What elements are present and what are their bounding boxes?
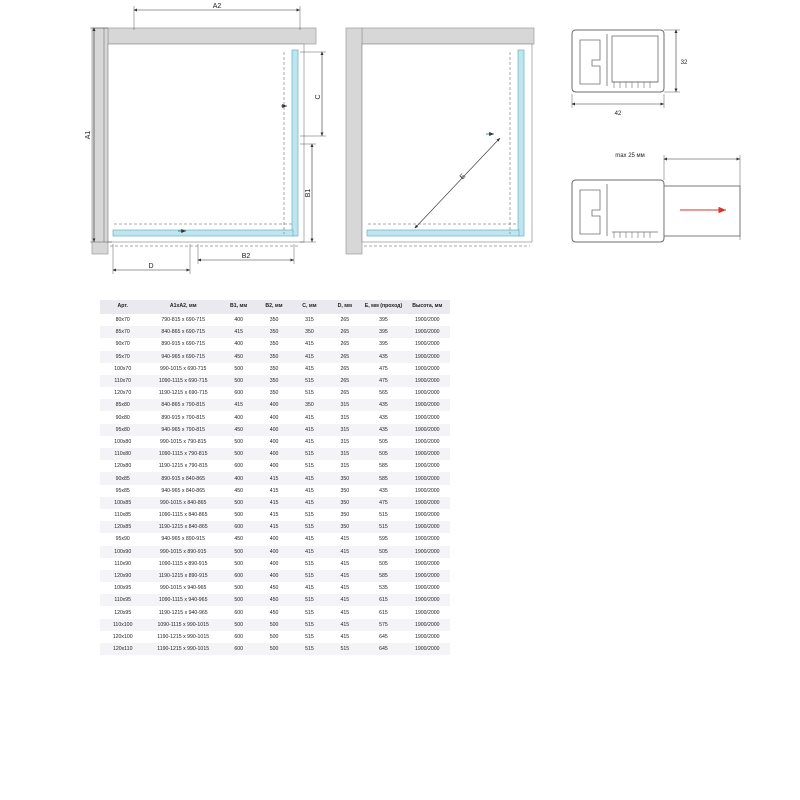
table-cell: 515 (305, 573, 314, 579)
table-row (100, 448, 450, 460)
table-row (100, 363, 450, 375)
table-cell: 1900/2000 (414, 573, 440, 579)
table-cell: 400 (269, 573, 279, 579)
table-cell: 350 (269, 390, 279, 397)
table-cell: 1090-1115 х 690-715 (158, 378, 208, 384)
table-cell: 1190-1215 х 790-815 (158, 463, 208, 470)
table-cell: 110х70 (114, 378, 132, 384)
table-cell: 585 (379, 475, 388, 482)
table-row (100, 436, 450, 448)
table-cell: 500 (234, 597, 243, 604)
table-cell: 990-1015 х 890-915 (159, 548, 207, 555)
table-cell: 120х90 (114, 573, 132, 579)
table-cell: 350 (340, 475, 350, 482)
dim-c-label: C (315, 94, 322, 100)
table-cell: 790-815 х 690-715 (161, 317, 205, 324)
table-cell: 315 (340, 463, 350, 470)
table-row (100, 570, 450, 582)
table-cell: 1900/2000 (414, 365, 440, 372)
table-row (100, 594, 450, 606)
dim-a1-label: A1 (85, 130, 92, 140)
table-cell: 500 (269, 633, 279, 640)
table-cell: 435 (379, 426, 388, 433)
table-cell: 415 (305, 499, 314, 506)
table-cell: 110х95 (114, 597, 132, 604)
table-cell: 890-915 х 840-865 (161, 475, 205, 482)
table-cell: 315 (340, 426, 350, 433)
table-cell: 450 (269, 609, 279, 616)
table-cell: 100х70 (114, 365, 132, 372)
table-cell: 1900/2000 (414, 463, 440, 470)
table-cell: 265 (340, 378, 350, 384)
table-cell: 315 (340, 402, 350, 409)
table-cell: 1900/2000 (414, 414, 440, 421)
dim-d-label: D (148, 263, 154, 270)
table-cell: 95х70 (115, 353, 130, 360)
table-cell: 990-1015 х 690-715 (159, 365, 207, 372)
adjustment-section (572, 153, 740, 242)
table-row (100, 424, 450, 436)
table-cell: 415 (340, 560, 350, 567)
table-cell: 110х90 (114, 560, 132, 567)
table-cell: 415 (340, 633, 350, 640)
table-cell: 1900/2000 (414, 353, 440, 360)
table-cell: 515 (340, 646, 350, 653)
table-cell: 1900/2000 (414, 438, 440, 445)
table-cell: 1900/2000 (414, 536, 440, 543)
table-row (100, 533, 450, 545)
col-header-c: С, мм (292, 300, 327, 314)
table-cell: 400 (269, 438, 279, 445)
table-cell: 415 (340, 573, 350, 579)
table-cell: 890-915 х 690-715 (161, 341, 205, 348)
table-row (100, 619, 450, 631)
table-cell: 1090-1115 х 890-915 (158, 560, 208, 567)
table-cell: 515 (305, 633, 314, 640)
table-cell: 450 (234, 353, 243, 360)
table-cell: 415 (305, 475, 314, 482)
table-cell: 415 (269, 487, 279, 494)
table-cell: 515 (305, 451, 314, 458)
table-cell: 265 (340, 365, 350, 372)
table-cell: 1900/2000 (414, 475, 440, 482)
table-cell: 535 (379, 585, 388, 592)
table-cell: 415 (305, 487, 314, 494)
table-cell: 595 (379, 536, 388, 543)
table-cell: 1900/2000 (414, 560, 440, 567)
table-cell: 315 (305, 317, 314, 324)
table-cell: 400 (234, 475, 243, 482)
table-cell: 100х85 (114, 499, 132, 506)
table-cell: 575 (379, 621, 388, 628)
table-cell: 265 (340, 390, 350, 397)
table-cell: 1900/2000 (414, 609, 440, 616)
table-cell: 1900/2000 (414, 597, 440, 604)
table-cell: 515 (305, 609, 314, 616)
table-cell: 500 (269, 621, 279, 628)
table-cell: 400 (234, 341, 243, 348)
table-cell: 1900/2000 (414, 633, 440, 640)
table-cell: 415 (269, 499, 279, 506)
table-cell: 840-865 х 790-815 (161, 402, 205, 409)
table-cell: 1900/2000 (414, 487, 440, 494)
table-cell: 500 (234, 512, 243, 519)
dim-b1-label: B1 (305, 188, 312, 198)
table-cell: 1090-1115 х 840-865 (158, 512, 208, 519)
table-cell: 90х70 (115, 341, 130, 348)
table-cell: 315 (340, 451, 350, 458)
table-cell: 1900/2000 (414, 402, 440, 409)
table-cell: 110х100 (112, 621, 133, 628)
table-cell: 475 (379, 499, 388, 506)
dim-a2-label: A2 (212, 3, 222, 10)
table-cell: 400 (269, 463, 279, 470)
table-cell: 80х70 (115, 317, 130, 324)
table-cell: 265 (340, 341, 350, 348)
table-row (100, 485, 450, 497)
table-cell: 120х95 (114, 609, 132, 616)
table-cell: 85х70 (115, 329, 130, 336)
table-cell: 400 (269, 402, 279, 409)
table-cell: 415 (340, 621, 350, 628)
table-cell: 1900/2000 (414, 621, 440, 628)
table-cell: 265 (340, 353, 350, 360)
table-cell: 415 (305, 438, 314, 445)
table-cell: 400 (234, 317, 243, 324)
table-cell: 450 (269, 597, 279, 604)
table-cell: 515 (305, 597, 314, 604)
table-cell: 600 (234, 524, 243, 531)
table-cell: 415 (305, 341, 314, 348)
table-cell: 400 (269, 451, 279, 458)
table-cell: 415 (305, 548, 314, 555)
table-row (100, 411, 450, 423)
table-cell: 1900/2000 (414, 548, 440, 555)
table-cell: 515 (305, 390, 314, 397)
table-cell: 350 (269, 353, 279, 360)
table-cell: 1190-1215 х 890-915 (158, 573, 208, 579)
table-cell: 450 (269, 585, 279, 592)
table-cell: 1090-1115 х 790-815 (158, 451, 208, 458)
table-row (100, 521, 450, 533)
table-cell: 940-965 х 690-715 (161, 353, 205, 360)
table-cell: 1190-1215 х 690-715 (158, 390, 208, 397)
plan-view-middle (346, 28, 534, 254)
table-row (100, 558, 450, 570)
table-row (100, 606, 450, 618)
table-cell: 990-1015 х 840-865 (159, 499, 207, 506)
table-cell: 435 (379, 353, 388, 360)
dim-max-gap-label: max 25 мм (615, 153, 645, 159)
table-row (100, 546, 450, 558)
table-cell: 350 (269, 329, 279, 336)
table-cell: 435 (379, 402, 388, 409)
table-cell: 100х80 (114, 438, 132, 445)
table-cell: 415 (340, 585, 350, 592)
table-cell: 940-965 х 790-815 (161, 426, 205, 433)
col-header-a1a2: А1хА2, мм (145, 300, 221, 314)
table-cell: 515 (305, 378, 314, 384)
table-cell: 120х85 (114, 524, 132, 531)
table-cell: 515 (305, 646, 314, 653)
table-cell: 120х110 (112, 646, 133, 653)
spec-table-header-row (100, 300, 450, 314)
table-cell: 415 (340, 597, 350, 604)
col-header-d: D, мм (327, 300, 362, 314)
table-cell: 500 (234, 451, 243, 458)
table-cell: 110х85 (114, 512, 132, 519)
table-row (100, 631, 450, 643)
table-cell: 450 (234, 426, 243, 433)
col-header-e: Е, мм (проход) (362, 300, 404, 314)
table-cell: 400 (269, 426, 279, 433)
table-cell: 85х80 (115, 402, 130, 409)
col-header-b1: В1, мм (221, 300, 256, 314)
table-cell: 400 (269, 548, 279, 555)
table-cell: 415 (234, 329, 243, 336)
technical-drawings (0, 0, 800, 292)
table-cell: 120х100 (112, 633, 133, 640)
table-cell: 1900/2000 (414, 426, 440, 433)
table-cell: 500 (234, 438, 243, 445)
table-cell: 600 (234, 609, 243, 616)
table-cell: 315 (340, 438, 350, 445)
table-cell: 415 (305, 353, 314, 360)
table-cell: 505 (379, 548, 388, 555)
table-cell: 400 (234, 414, 243, 421)
table-cell: 515 (379, 512, 388, 519)
table-cell: 120х70 (114, 390, 132, 397)
table-cell: 505 (379, 451, 388, 458)
table-cell: 450 (234, 536, 243, 543)
table-cell: 350 (340, 499, 350, 506)
table-row (100, 509, 450, 521)
table-cell: 415 (269, 475, 279, 482)
table-cell: 1900/2000 (414, 329, 440, 336)
table-cell: 1190-1215 х 940-965 (158, 609, 208, 616)
table-cell: 350 (340, 512, 350, 519)
table-cell: 400 (269, 560, 279, 567)
table-cell: 500 (234, 499, 243, 506)
table-row (100, 643, 450, 655)
table-cell: 505 (379, 560, 388, 567)
table-cell: 350 (269, 365, 279, 372)
spec-table (100, 300, 450, 655)
table-cell: 940-965 х 890-915 (161, 536, 205, 543)
table-row (100, 314, 450, 326)
table-cell: 1190-1215 х 840-865 (158, 524, 208, 531)
table-cell: 415 (340, 536, 350, 543)
table-cell: 100х95 (114, 585, 132, 592)
table-cell: 585 (379, 573, 388, 579)
table-cell: 515 (305, 524, 314, 531)
drawing-svg (0, 0, 800, 292)
table-cell: 990-1015 х 790-815 (159, 438, 207, 445)
table-cell: 1900/2000 (414, 341, 440, 348)
table-cell: 1900/2000 (414, 317, 440, 324)
table-row (100, 338, 450, 350)
table-cell: 1190-1215 х 990-1015 (157, 646, 210, 653)
table-row (100, 497, 450, 509)
table-cell: 1900/2000 (414, 390, 440, 397)
table-cell: 1900/2000 (414, 585, 440, 592)
table-cell: 350 (305, 329, 314, 336)
table-row (100, 582, 450, 594)
table-cell: 1900/2000 (414, 512, 440, 519)
plan-view-left (85, 3, 326, 274)
profile-cross-section (572, 30, 688, 117)
table-cell: 395 (379, 329, 388, 336)
table-cell: 500 (234, 365, 243, 372)
table-cell: 350 (269, 378, 279, 384)
table-cell: 95х90 (115, 536, 130, 543)
table-cell: 615 (379, 609, 388, 616)
table-cell: 515 (305, 560, 314, 567)
dim-e-label: E (458, 172, 468, 182)
table-cell: 415 (340, 548, 350, 555)
table-row (100, 387, 450, 399)
table-cell: 475 (379, 378, 388, 384)
table-cell: 990-1015 х 940-965 (159, 585, 207, 592)
table-cell: 1900/2000 (414, 499, 440, 506)
table-cell: 1090-1115 х 990-1015 (157, 621, 209, 628)
table-cell: 1090-1115 х 940-965 (158, 597, 208, 604)
table-row (100, 472, 450, 484)
table-cell: 475 (379, 365, 388, 372)
table-cell: 600 (234, 633, 243, 640)
table-cell: 500 (234, 560, 243, 567)
dim-b2-label: B2 (241, 253, 251, 260)
table-cell: 435 (379, 487, 388, 494)
table-cell: 265 (340, 329, 350, 336)
table-cell: 265 (340, 317, 350, 324)
table-cell: 350 (305, 402, 314, 409)
table-cell: 450 (234, 487, 243, 494)
table-cell: 600 (234, 463, 243, 470)
table-cell: 645 (379, 646, 388, 653)
table-cell: 500 (269, 646, 279, 653)
table-cell: 890-915 х 790-815 (161, 414, 205, 421)
table-cell: 585 (379, 463, 388, 470)
col-header-height: Высота, мм (405, 300, 450, 314)
table-cell: 415 (305, 365, 314, 372)
col-header-art: Арт. (100, 300, 145, 314)
table-cell: 1190-1215 х 990-1015 (157, 633, 210, 640)
table-cell: 90х85 (115, 475, 130, 482)
table-cell: 1900/2000 (414, 451, 440, 458)
table-cell: 400 (269, 536, 279, 543)
spec-table-body (100, 314, 450, 655)
table-cell: 350 (269, 317, 279, 324)
table-cell: 600 (234, 573, 243, 579)
table-cell: 645 (379, 633, 388, 640)
table-cell: 120х80 (114, 463, 132, 470)
table-cell: 110х80 (114, 451, 132, 458)
table-cell: 505 (379, 438, 388, 445)
table-cell: 515 (305, 512, 314, 519)
table-cell: 515 (305, 463, 314, 470)
table-cell: 395 (379, 317, 388, 324)
table-cell: 500 (234, 585, 243, 592)
table-cell: 315 (340, 414, 350, 421)
table-cell: 500 (234, 548, 243, 555)
table-cell: 415 (305, 536, 314, 543)
table-cell: 395 (379, 341, 388, 348)
spec-table-wrapper (100, 300, 450, 655)
table-cell: 500 (234, 621, 243, 628)
table-cell: 600 (234, 646, 243, 653)
table-cell: 415 (340, 609, 350, 616)
table-cell: 1900/2000 (414, 646, 440, 653)
table-cell: 515 (379, 524, 388, 531)
table-cell: 840-865 х 690-715 (161, 329, 205, 336)
table-cell: 350 (340, 524, 350, 531)
table-cell: 435 (379, 414, 388, 421)
table-cell: 500 (234, 378, 243, 384)
table-row (100, 351, 450, 363)
table-cell: 415 (305, 414, 314, 421)
spec-table-head (100, 300, 450, 314)
table-row (100, 399, 450, 411)
table-cell: 400 (269, 414, 279, 421)
table-cell: 600 (234, 390, 243, 397)
table-cell: 350 (340, 487, 350, 494)
table-cell: 95х85 (115, 487, 130, 494)
table-cell: 415 (269, 524, 279, 531)
table-cell: 515 (305, 621, 314, 628)
table-cell: 415 (234, 402, 243, 409)
table-row (100, 460, 450, 472)
col-header-b2: В2, мм (256, 300, 291, 314)
table-cell: 95х80 (115, 426, 130, 433)
table-cell: 415 (305, 585, 314, 592)
table-cell: 940-965 х 840-865 (161, 487, 205, 494)
table-row (100, 375, 450, 387)
table-cell: 90х80 (115, 414, 130, 421)
table-cell: 415 (305, 426, 314, 433)
table-cell: 100х90 (114, 548, 132, 555)
dim-profile-width-label: 42 (614, 111, 622, 117)
table-cell: 350 (269, 341, 279, 348)
table-row (100, 326, 450, 338)
table-cell: 1900/2000 (414, 378, 440, 384)
dim-profile-height-label: 32 (680, 60, 688, 66)
table-cell: 565 (379, 390, 388, 397)
table-cell: 415 (269, 512, 279, 519)
table-cell: 1900/2000 (414, 524, 440, 531)
table-cell: 615 (379, 597, 388, 604)
